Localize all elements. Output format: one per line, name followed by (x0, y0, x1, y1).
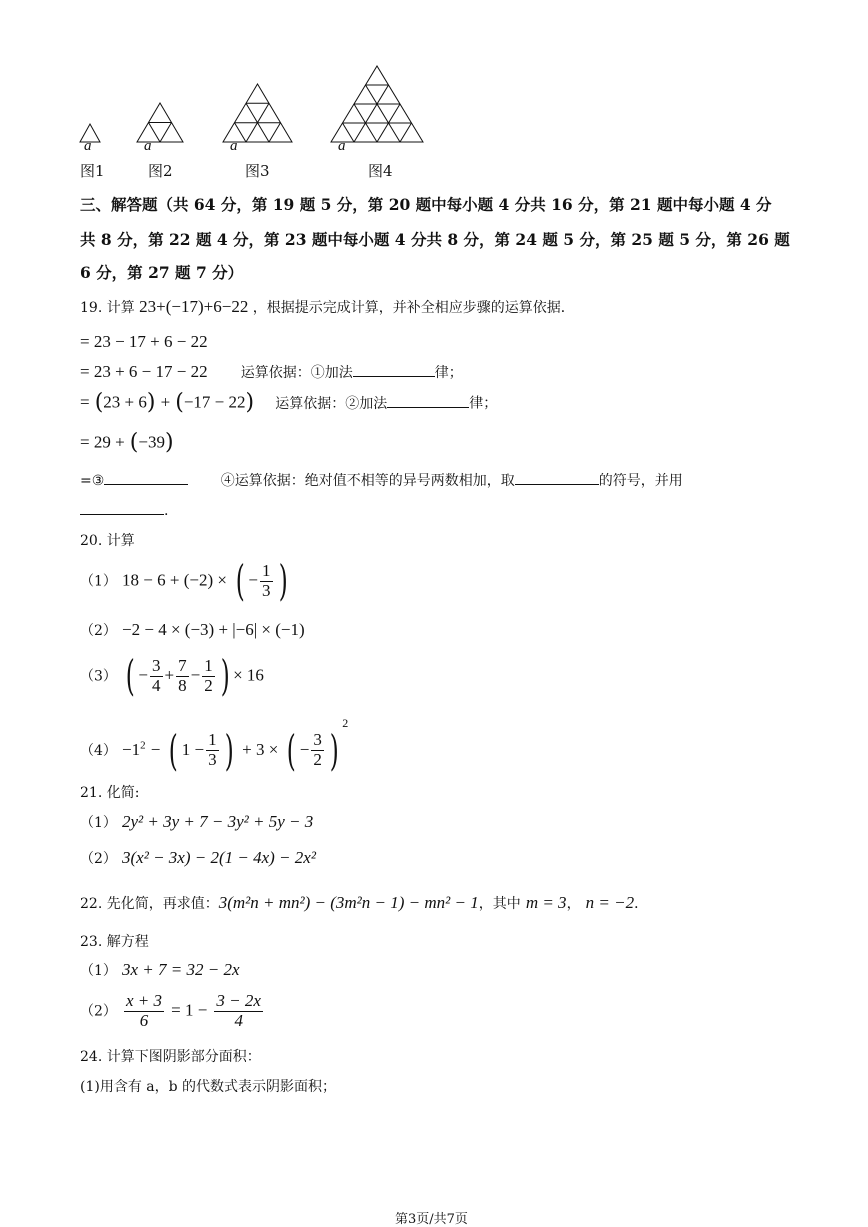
q20-p3-f2-denominator: 8 (178, 675, 187, 695)
q21-title: 21. 化简: (80, 785, 140, 801)
q23-title: 23. 解方程 (80, 934, 149, 950)
q19-step5-a: =③ (80, 473, 105, 489)
q19-step2-note-a: 运算依据：①加法 (240, 365, 353, 381)
q23-p2-mid: = 1 − (171, 1000, 208, 1020)
q21-p2-label: （2） (80, 851, 117, 867)
q19-blank-4[interactable] (515, 484, 599, 485)
figure4-base-label: a (338, 138, 346, 154)
q20-p4-label: （4） (80, 743, 117, 759)
q19-prefix: 19. 计算 (80, 300, 135, 316)
triangle-figure-4 (331, 66, 423, 142)
q20-p3-fraction1 (150, 657, 163, 695)
q21-p1-label: （1） (80, 815, 117, 831)
q23-p2-label: （2） (80, 1003, 117, 1020)
q20-p1-expression: 18 − 6 + (−2) × (122, 570, 227, 590)
triangle-figure-2 (137, 103, 183, 142)
q19-step3-group1: 23 + 6 (103, 392, 147, 412)
q19-step3-plus: + (160, 392, 171, 412)
triangle-figures (0, 0, 868, 160)
q20-p4-c: 1 − (181, 740, 205, 759)
q20-part2 (80, 620, 305, 640)
q23-p2-fraction1 (124, 992, 164, 1030)
figure1-caption: 图1 (80, 162, 105, 180)
q23-p2-f2-numerator: 3 − 2x (216, 991, 261, 1010)
figure3-base-label: a (230, 138, 238, 154)
q20-p3-sign2: + (164, 665, 175, 685)
q19-step3-row: = (23 + 6) + (−17 − 22) 运算依据：②加法 律； (80, 390, 498, 415)
q20-p3-fraction2 (176, 657, 189, 695)
q20-p1-sign: − (248, 570, 259, 590)
q19-step3-eq: = (80, 392, 90, 412)
figure1-base-label: a (84, 138, 92, 154)
q20-title: 20. 计算 (80, 533, 135, 549)
q20-part4: $(4) -1^2$ − ( 1 − $\frac{1}{3}$ ) + 3 × ( − $\frac{3}{2}$ )$^2$ (80, 716, 349, 775)
q20-p3-f1-numerator: 3 (152, 655, 161, 675)
q21-part1 (80, 812, 313, 832)
q23-p2-f1-numerator: x + 3 (126, 991, 163, 1010)
q20-p3-sign1: − (138, 665, 148, 685)
section3-heading-line3: 6 分，第 27 题 7 分） (80, 263, 244, 282)
q22-prefix: 22. 先化简，再求值： (80, 896, 219, 912)
q20-p3-tail: × 16 (233, 665, 264, 685)
triangle-figure-3 (223, 84, 292, 142)
q21-part2 (80, 848, 316, 868)
q20-p3-f3-denominator: 2 (204, 675, 213, 695)
q20-p3-f3-numerator: 1 (204, 655, 213, 675)
q19-step2-row (80, 362, 463, 382)
q23-p2-f1-denominator: 6 (139, 1010, 149, 1030)
q22-expression: 3(m²n + mn²) − (3m²n − 1) − mn² − 1 (218, 893, 479, 912)
q22-mid: ，其中 (478, 896, 521, 912)
q20-p3-f1-denominator: 4 (152, 675, 161, 695)
figure4-caption: 图4 (368, 162, 393, 180)
q21-p1-expression: 2y² + 3y + 7 − 3y² + 5y − 3 (122, 812, 314, 831)
q20-part3: （3） ( − $\frac{3}{4}$ + $\frac{7}{8}$ − $\frac{1}{2}$ ) × 16 (80, 651, 264, 700)
q22-row (80, 893, 648, 913)
q19-prompt (80, 297, 575, 317)
q21-p2-expression: 3(x² − 3x) − 2(1 − 4x) − 2x² (122, 848, 316, 867)
q20-p3-label: （3） (80, 668, 117, 685)
q20-p1-numerator: 1 (262, 560, 271, 580)
q23-part1 (80, 960, 240, 980)
q19-step5-note-b: 的符号，并用 (598, 473, 683, 489)
q20-p4-f2-numerator: 3 (313, 730, 322, 750)
q19-step6-end: . (164, 503, 169, 519)
q20-p4-fraction2 (311, 731, 324, 769)
q23-p2-fraction2 (214, 992, 263, 1030)
q20-p4-fraction1 (206, 731, 219, 769)
figure2-base-label: a (144, 138, 152, 154)
q24-part1: (1)用含有 a，b 的代数式表示阴影面积； (80, 1079, 337, 1095)
q20-p4-f1-numerator: 1 (208, 730, 217, 750)
section3-heading-line1: 三、解答题（共 64 分，第 19 题 5 分，第 20 题中每小题 4 分共 16 分，第 21 题中每小题 4 分 (80, 195, 772, 214)
q20-p3-sign3: − (190, 665, 201, 685)
q20-p1-denominator: 3 (262, 580, 271, 600)
q22-end: ． (634, 896, 649, 912)
q19-step4-row: = 29 + (−39) (80, 430, 174, 455)
q19-blank-5[interactable] (80, 514, 164, 515)
section3-heading-line2: 共 8 分，第 22 题 4 分，第 23 题中每小题 4 分共 8 分，第 24 题 5 分，第 25 题 5 分，第 26 题 (80, 230, 790, 249)
q20-p4-exponent: 2 (342, 716, 349, 730)
q20-p1-label: （1） (80, 573, 117, 590)
q20-p4-b: − (150, 740, 161, 759)
q20-p4-f2-denominator: 2 (313, 750, 322, 769)
q22-condition-m: m = 3 (525, 893, 567, 912)
q20-p4-d: + 3 × (242, 740, 279, 759)
figure2-caption: 图2 (148, 162, 173, 180)
q20-part1: （1） 18 − 6 + (−2) × ( − $\frac{1}{3}$ ) (80, 556, 288, 605)
q20-p1-fraction (260, 562, 273, 600)
q20-p2-label: （2） (80, 623, 117, 639)
q19-step2-note-b: 律； (434, 365, 463, 381)
q23-p1-expression: 3x + 7 = 32 − 2x (122, 960, 240, 979)
q20-p3-f2-numerator: 7 (178, 655, 187, 675)
q20-p4-a: −1 (122, 740, 141, 759)
q23-part2 (80, 992, 265, 1030)
q20-p4-e: − (299, 740, 310, 759)
q19-step4-b: −39 (138, 432, 165, 452)
q20-p2-expression: −2 − 4 × (−3) + |−6| × (−1) (122, 620, 305, 639)
q19-step4-a: = 29 + (80, 432, 125, 452)
q19-step5-note-a: ④运算依据：绝对值不相等的异号两数相加，取 (220, 473, 515, 489)
q19-step3-note-a: 运算依据：②加法 (275, 395, 388, 412)
page-footer: 第3页/共7页 (395, 1212, 468, 1227)
q19-step1: = 23 − 17 + 6 − 22 (80, 332, 208, 351)
q19-blank-1[interactable] (353, 376, 435, 377)
q19-step5-row (80, 470, 683, 490)
q19-step2: = 23 + 6 − 17 − 22 (80, 362, 208, 381)
figure3-caption: 图3 (245, 162, 270, 180)
q20-p4-f1-denominator: 3 (208, 750, 217, 769)
q19-blank-2[interactable] (387, 407, 469, 408)
q22-condition-n: n = −2 (585, 893, 635, 912)
q20-p4-a-exponent: 2 (140, 739, 146, 752)
q23-p2-f2-denominator: 4 (234, 1010, 243, 1030)
q19-blank-3[interactable] (104, 484, 188, 485)
q22-separator: ， (566, 896, 581, 912)
q20-p3-fraction3 (202, 657, 215, 695)
q24-title: 24. 计算下图阴影部分面积： (80, 1049, 261, 1065)
q19-step3-note-b: 律； (469, 395, 498, 412)
q19-expression: 23+(−17)+6−22 (139, 297, 249, 316)
q19-step3-group2: −17 − 22 (183, 392, 246, 412)
q23-p1-label: （1） (80, 963, 117, 979)
q19-instructions: ，根据提示完成计算，并补全相应步骤的运算依据． (252, 300, 575, 316)
q19-step6-row (80, 503, 168, 519)
